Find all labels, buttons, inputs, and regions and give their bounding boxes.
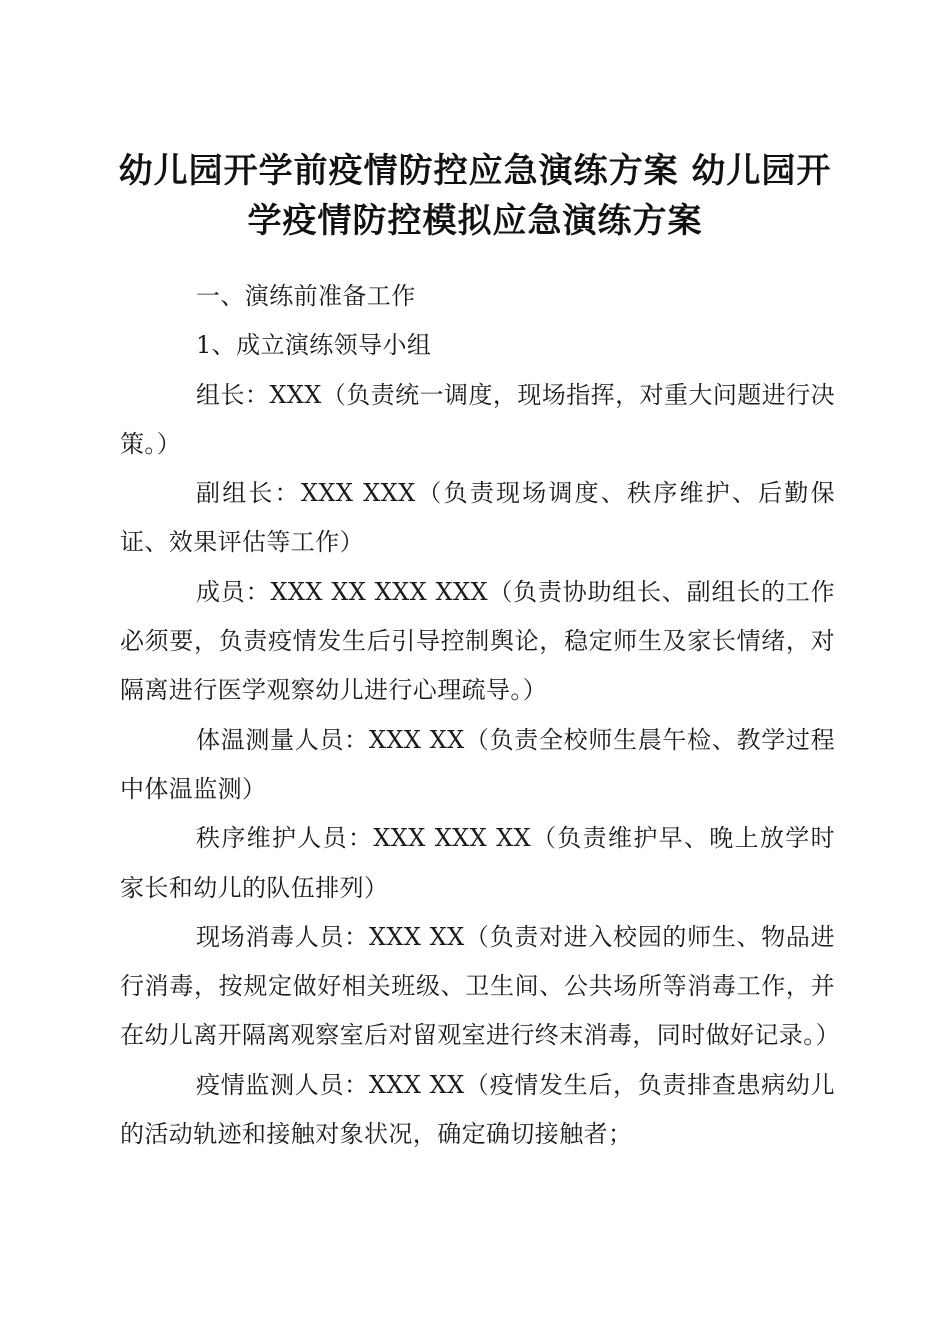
section-heading: 一、演练前准备工作 xyxy=(196,282,416,310)
paragraph-order-staff: 秩序维护人员：XXX XXX XX（负责维护早、晚上放学时家长和幼儿的队伍排列） xyxy=(120,824,835,902)
document-title: 幼儿园开学前疫情防控应急演练方案 幼儿园开学疫情防控模拟应急演练方案 xyxy=(118,151,832,241)
paragraph-disinfection-staff: 现场消毒人员：XXX XX（负责对进入校园的师生、物品进行消毒，按规定做好相关班级、卫生间、公共场所等消毒工作，并在幼儿离开隔离观察室后对留观室进行终末消毒，同时做好记录。） xyxy=(120,922,840,1050)
paragraph-deputy-leader: 副组长：XXX XXX（负责现场调度、秩序维护、后勤保证、效果评估等工作） xyxy=(120,479,835,557)
paragraph-temperature-staff: 体温测量人员：XXX XX（负责全校师生晨午检、教学过程中体温监测） xyxy=(120,725,835,803)
subsection-heading: 1、成立演练领导小组 xyxy=(196,331,432,360)
document-body xyxy=(120,272,840,1159)
paragraph-monitoring-staff: 疫情监测人员：XXX XX（疫情发生后，负责排查患病幼儿的活动轨迹和接触对象状况，确定确切接触者； xyxy=(120,1070,835,1149)
paragraph-leader: 组长：XXX（负责统一调度，现场指挥，对重大问题进行决策。） xyxy=(120,380,835,458)
paragraph-members: 成员：XXX XX XXX XXX（负责协助组长、副组长的工作必须要，负责疫情发生后引导控制舆论，稳定师生及家长情绪，对隔离进行医学观察幼儿进行心理疏导。） xyxy=(120,577,835,705)
